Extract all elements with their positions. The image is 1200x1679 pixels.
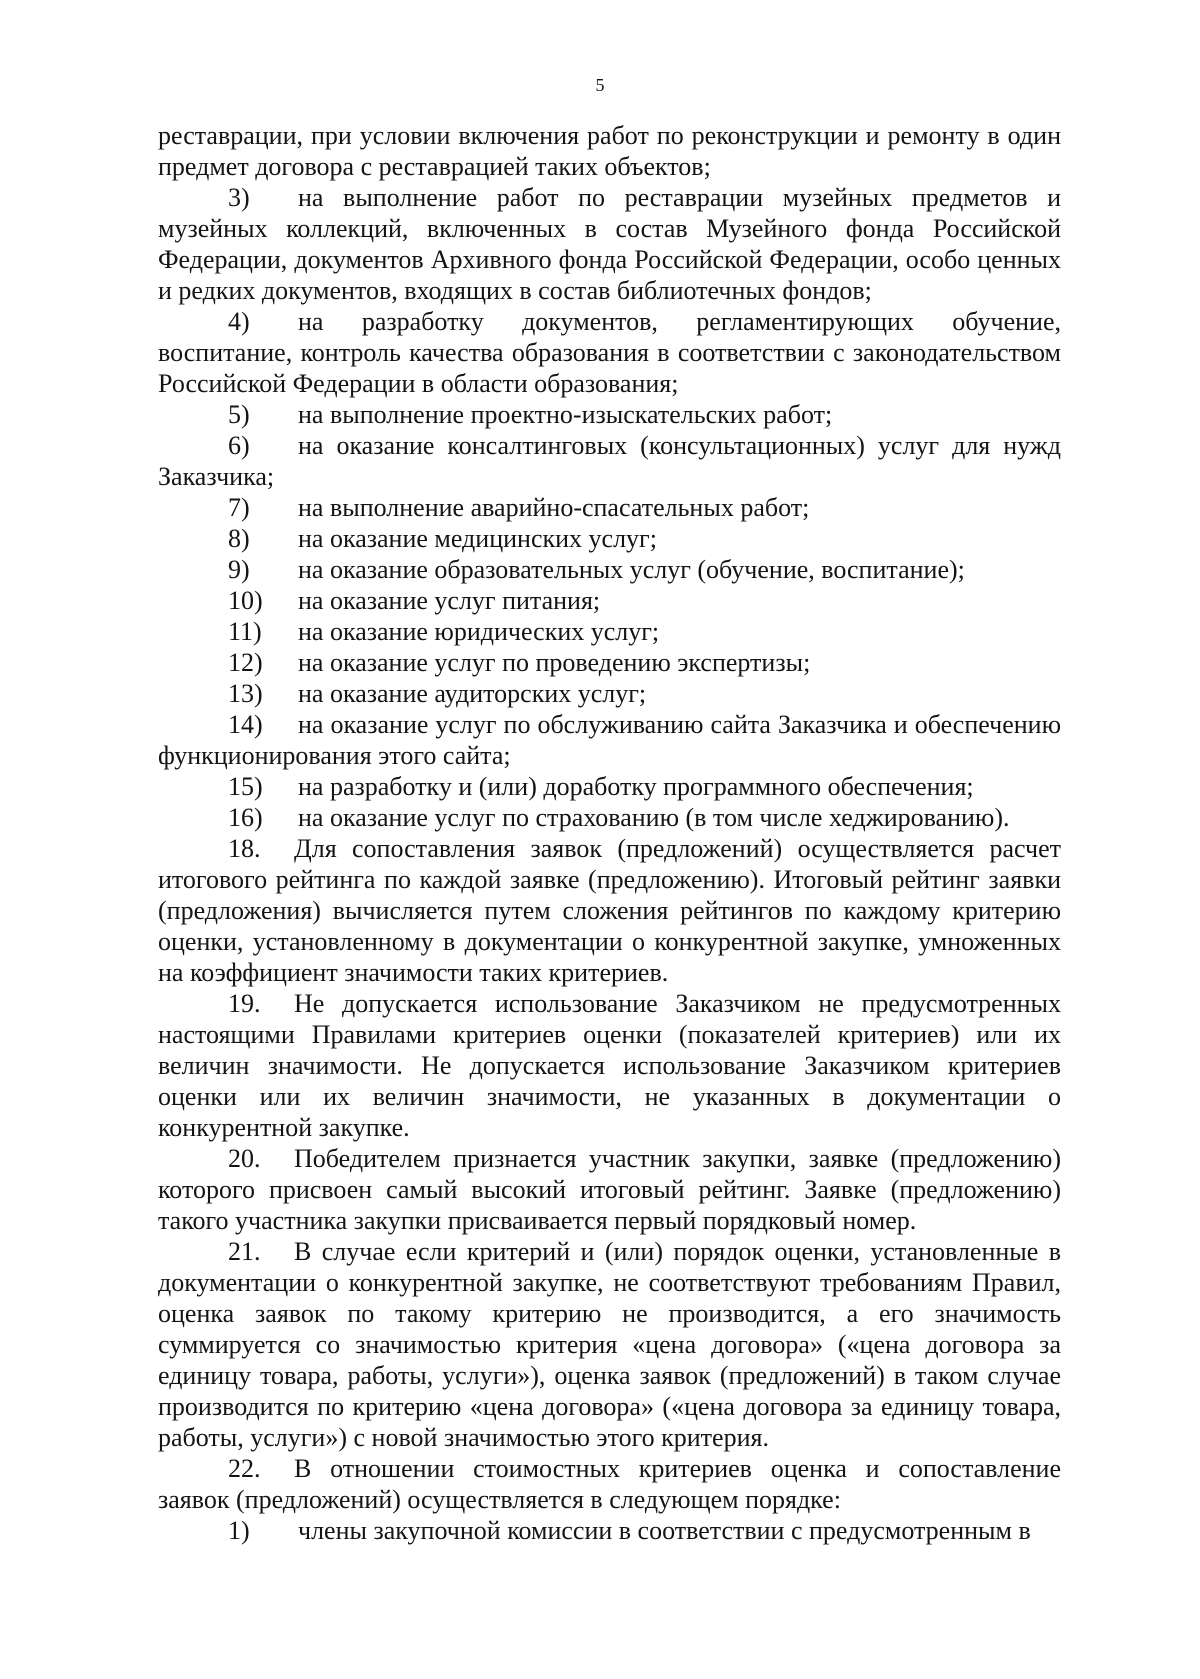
item-number: 3) [228,183,250,212]
item-number: 6) [228,431,250,460]
paragraph-text: на оказание услуг по проведению экспертизы; [298,648,811,677]
item-number: 20. [228,1144,261,1173]
paragraph-text: на оказание аудиторских услуг; [298,679,647,708]
item-number: 18. [228,834,261,863]
clause-paragraph [158,1236,1061,1453]
clause-paragraph [158,988,1061,1143]
paragraph-text: В случае если критерий и (или) порядок оценки, установленные в документации о конкурентной закупке, не соответствуют требованиям Правил, оценка заявок по такому критерию не производится, а его значимость суммируется со значимостью критерия «цена договора» («цена договора за единицу товара, работы, услуги»), оценка заявок (предложений) в таком случае производится по критерию «цена договора» («цена договора за единицу товара, работы, услуги») с новой значимостью этого критерия. [158,1237,1061,1452]
paragraph-text: на оказание услуг по обслуживанию сайта Заказчика и обеспечению функционирования этого сайта; [158,710,1061,770]
list-item [158,771,1061,802]
item-number: 21. [228,1237,261,1266]
list-item [158,430,1061,492]
paragraph-text: на оказание юридических услуг; [298,617,660,646]
paragraph-text: на разработку и (или) доработку программного обеспечения; [298,772,974,801]
paragraph-text: на оказание консалтинговых (консультационных) услуг для нужд Заказчика; [158,431,1061,491]
list-item [158,492,1061,523]
paragraph-text: на оказание медицинских услуг; [298,524,657,553]
list-item [158,182,1061,306]
item-number: 13) [228,679,263,708]
paragraph-text: на разработку документов, регламентирующих обучение, воспитание, контроль качества образования в соответствии с законодательством Российской Федерации в области образования; [158,307,1061,398]
paragraph-text: на выполнение проектно-изыскательских работ; [298,400,833,429]
clause-paragraph [158,1453,1061,1515]
item-number: 19. [228,989,261,1018]
clause-paragraph [158,833,1061,988]
paragraph-text: на выполнение работ по реставрации музейных предметов и музейных коллекций, включенных в состав Музейного фонда Российской Федерации, документов Архивного фонда Российской Федерации, особо ценных и редких документов, входящих в состав библиотечных фондов; [158,183,1061,305]
paragraph-text: на оказание услуг по страхованию (в том числе хеджированию). [298,803,1010,832]
page-number: 5 [595,75,605,95]
list-item [158,802,1061,833]
item-number: 15) [228,772,263,801]
item-number: 9) [228,555,250,584]
item-number: 11) [228,617,262,646]
paragraph-text: Победителем признается участник закупки, заявке (предложению) которого присвоен самый высокий итоговый рейтинг. Заявке (предложению) такого участника закупки присваивается первый порядковый номер. [158,1144,1061,1235]
document-body [158,120,1061,1546]
list-item [158,647,1061,678]
list-item [158,709,1061,771]
item-number: 8) [228,524,250,553]
list-item [158,554,1061,585]
list-item [158,306,1061,399]
item-number: 22. [228,1454,261,1483]
list-item [158,616,1061,647]
paragraph-text: В отношении стоимостных критериев оценка и сопоставление заявок (предложений) осуществляется в следующем порядке: [158,1454,1061,1514]
paragraph-text: Не допускается использование Заказчиком не предусмотренных настоящими Правилами критериев оценки (показателей критериев) или их величин значимости. Не допускается использование Заказчиком критериев оценки или их величин значимости, не указанных в документации о конкурентной закупке. [158,989,1061,1142]
item-number: 5) [228,400,250,429]
paragraph-text: Для сопоставления заявок (предложений) осуществляется расчет итогового рейтинга по каждой заявке (предложению). Итоговый рейтинг заявки (предложения) вычисляется путем сложения рейтингов по каждому критерию оценки, установленному в документации о конкурентной закупке, умноженных на коэффициент значимости таких критериев. [158,834,1061,987]
item-number: 12) [228,648,263,677]
paragraph-text: реставрации, при условии включения работ по реконструкции и ремонту в один предмет договора с реставрацией таких объектов; [158,121,1061,181]
clause-paragraph [158,1143,1061,1236]
list-item [158,1515,1061,1546]
continuation-paragraph [158,120,1061,182]
item-number: 10) [228,586,263,615]
paragraph-text: на выполнение аварийно-спасательных работ; [298,493,810,522]
item-number: 4) [228,307,250,336]
paragraph-text: на оказание услуг питания; [298,586,601,615]
item-number: 14) [228,710,263,739]
item-number: 7) [228,493,250,522]
item-number: 16) [228,803,263,832]
item-number: 1) [228,1516,250,1545]
list-item [158,678,1061,709]
paragraph-text: на оказание образовательных услуг (обучение, воспитание); [298,555,965,584]
list-item [158,523,1061,554]
list-item [158,399,1061,430]
paragraph-text: члены закупочной комиссии в соответствии с предусмотренным в [298,1516,1031,1545]
list-item [158,585,1061,616]
